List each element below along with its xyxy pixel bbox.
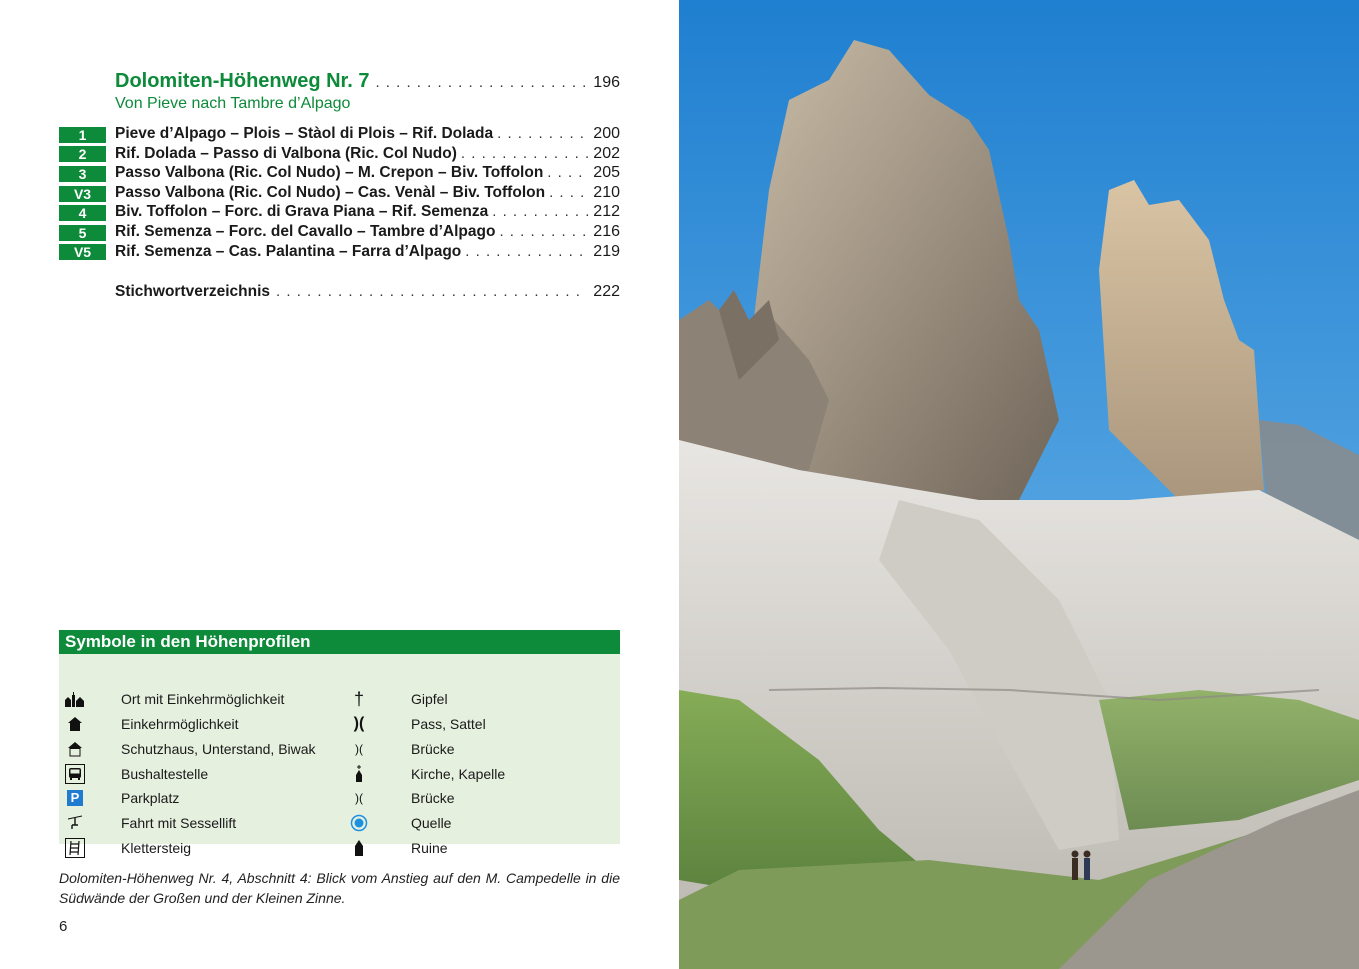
- legend-item: [347, 738, 455, 760]
- stage-badge: 2: [59, 146, 106, 162]
- legend-label: Gipfel: [411, 691, 448, 707]
- pass-icon: )(: [353, 715, 365, 732]
- legend-item: [63, 713, 239, 735]
- stage-title: Rif. Semenza – Cas. Palantina – Farra d’Alpago: [115, 242, 462, 260]
- stage-row[interactable]: [59, 164, 620, 184]
- legend-label: Pass, Sattel: [411, 716, 486, 732]
- stage-badge: V5: [59, 244, 106, 260]
- legend-item: [63, 688, 284, 710]
- legend-item: [347, 688, 448, 710]
- legend-label: Parkplatz: [121, 790, 180, 806]
- leader-dots: [276, 283, 587, 300]
- bus-icon: [63, 763, 87, 785]
- stage-row[interactable]: [59, 184, 620, 204]
- stage-row[interactable]: [59, 145, 620, 165]
- chairlift-icon: [63, 812, 87, 834]
- legend-item: [347, 812, 451, 834]
- leader-dots: [465, 243, 589, 260]
- toc-title-row[interactable]: [115, 70, 620, 93]
- leader-dots: [375, 74, 587, 91]
- legend-label: Einkehrmöglichkeit: [121, 716, 239, 732]
- spring-icon: [347, 812, 371, 834]
- summit-cross-icon: †: [353, 688, 364, 709]
- left-page: [0, 0, 679, 969]
- legend-item: [347, 837, 448, 859]
- stage-row[interactable]: [59, 125, 620, 145]
- leader-dots: [497, 125, 589, 142]
- legend-label: Bushaltestelle: [121, 766, 209, 782]
- stage-badge: 4: [59, 205, 106, 221]
- legend-label: Brücke: [411, 790, 455, 806]
- toc-heading: [115, 70, 620, 113]
- legend-item: [63, 837, 191, 859]
- legend-label: Brücke: [411, 741, 455, 757]
- parking-glyph: P: [67, 790, 83, 806]
- stage-badge: 5: [59, 225, 106, 241]
- leader-dots: [461, 145, 589, 162]
- toc-subtitle: Von Pieve nach Tambre d’Alpago: [115, 95, 351, 112]
- stage-badge: 1: [59, 127, 106, 143]
- hut-icon: [63, 738, 87, 760]
- toc-title: Dolomiten-Höhenweg Nr. 7: [115, 70, 370, 92]
- legend-label: Schutzhaus, Unterstand, Biwak: [121, 741, 316, 757]
- photo-caption: Dolomiten-Höhenweg Nr. 4, Abschnitt 4: Blick vom Anstieg auf den M. Campedelle in die Südwände der Großen und der Kleinen Zinne.: [59, 870, 620, 906]
- stage-badge: 3: [59, 166, 106, 182]
- legend-item: [63, 787, 179, 809]
- stage-page: 200: [593, 125, 620, 142]
- index-page: 222: [593, 283, 620, 300]
- bridge-icon: )(: [355, 791, 363, 805]
- stage-page: 202: [593, 144, 620, 162]
- legend-item: [347, 763, 505, 785]
- bridge-icon: )(: [355, 742, 363, 756]
- legend-item: [63, 738, 316, 760]
- stage-badge: V3: [59, 186, 106, 202]
- village-icon: [63, 688, 87, 710]
- index-label: Stichwortverzeichnis: [115, 283, 271, 300]
- page-number: 6: [59, 918, 68, 935]
- stage-title: Rif. Dolada – Passo di Valbona (Ric. Col Nudo): [115, 144, 457, 162]
- legend-item: [63, 763, 208, 785]
- stage-list: [59, 125, 620, 262]
- stage-page: 219: [593, 242, 620, 260]
- stage-title: Pieve d’Alpago – Plois – Stàol di Plois – Rif. Dolada: [115, 125, 494, 142]
- leader-dots: [492, 203, 589, 220]
- stage-page: 212: [593, 203, 620, 221]
- legend-label: Ort mit Einkehrmöglichkeit: [121, 691, 285, 707]
- leader-dots: [547, 164, 589, 181]
- legend-item: [347, 713, 486, 735]
- legend-label: Klettersteig: [121, 840, 192, 856]
- legend-label: Kirche, Kapelle: [411, 766, 506, 782]
- index-entry[interactable]: [115, 283, 620, 301]
- legend-item: [347, 787, 455, 809]
- stage-title: Biv. Toffolon – Forc. di Grava Piana – Rif. Semenza: [115, 203, 489, 221]
- leader-dots: [549, 184, 589, 201]
- leader-dots: [499, 223, 589, 240]
- stage-page: 210: [593, 183, 620, 201]
- mountain-photo: [679, 0, 1359, 969]
- legend-label: Ruine: [411, 840, 448, 856]
- stage-title: Passo Valbona (Ric. Col Nudo) – M. Crepon – Biv. Toffolon: [115, 164, 544, 182]
- legend-header: Symbole in den Höhenprofilen: [59, 630, 620, 654]
- parking-icon: [63, 787, 87, 809]
- house-icon: [63, 713, 87, 735]
- legend-item: [63, 812, 236, 834]
- symbol-legend: [59, 630, 620, 856]
- ruin-icon: [347, 837, 371, 859]
- dolomites-photo-illustration: [679, 0, 1359, 969]
- legend-label: Fahrt mit Sessellift: [121, 815, 237, 831]
- stage-row[interactable]: [59, 243, 620, 263]
- church-icon: [347, 763, 371, 785]
- stage-page: 216: [593, 222, 620, 240]
- via-ferrata-icon: [63, 837, 87, 859]
- stage-row[interactable]: [59, 223, 620, 243]
- toc-title-page: 196: [593, 74, 620, 91]
- stage-title: Passo Valbona (Ric. Col Nudo) – Cas. Venàl – Biv. Toffolon: [115, 183, 546, 201]
- stage-row[interactable]: [59, 203, 620, 223]
- stage-page: 205: [593, 164, 620, 182]
- legend-label: Quelle: [411, 815, 452, 831]
- stage-title: Rif. Semenza – Forc. del Cavallo – Tambre d’Alpago: [115, 222, 496, 240]
